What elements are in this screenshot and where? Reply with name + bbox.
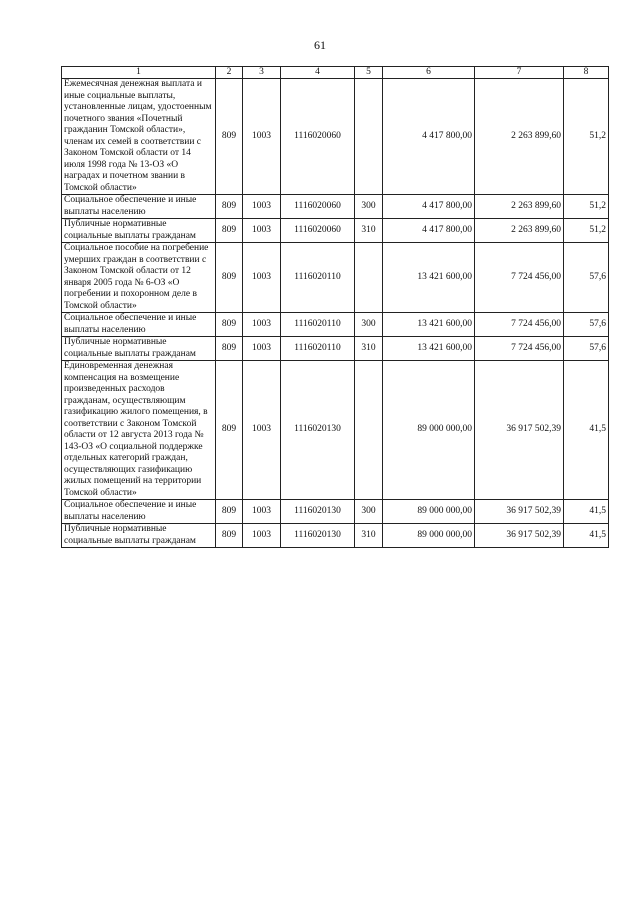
expense-type-cell: 310 xyxy=(355,524,383,548)
planned-amount-cell: 13 421 600,00 xyxy=(383,243,475,313)
planned-amount-cell: 13 421 600,00 xyxy=(383,337,475,361)
execution-percent-cell: 57,6 xyxy=(564,337,609,361)
column-header: 6 xyxy=(383,67,475,79)
executed-amount-cell: 36 917 502,39 xyxy=(475,361,564,500)
execution-percent-cell: 51,2 xyxy=(564,219,609,243)
ministry-code-cell: 809 xyxy=(216,500,243,524)
target-article-cell: 1116020060 xyxy=(281,195,355,219)
table-row xyxy=(62,195,609,219)
ministry-code-cell: 809 xyxy=(216,337,243,361)
section-code-cell: 1003 xyxy=(243,524,281,548)
row-name-cell: Публичные нормативные социальные выплаты гражданам xyxy=(62,337,216,361)
column-header: 1 xyxy=(62,67,216,79)
ministry-code-cell: 809 xyxy=(216,79,243,195)
section-code-cell: 1003 xyxy=(243,337,281,361)
expense-type-cell: 310 xyxy=(355,337,383,361)
table-row xyxy=(62,243,609,313)
expense-type-cell xyxy=(355,243,383,313)
column-header: 5 xyxy=(355,67,383,79)
execution-percent-cell: 41,5 xyxy=(564,361,609,500)
section-code-cell: 1003 xyxy=(243,243,281,313)
execution-percent-cell: 57,6 xyxy=(564,243,609,313)
target-article-cell: 1116020060 xyxy=(281,219,355,243)
ministry-code-cell: 809 xyxy=(216,243,243,313)
row-name-cell: Социальное обеспечение и иные выплаты населению xyxy=(62,500,216,524)
execution-percent-cell: 57,6 xyxy=(564,313,609,337)
ministry-code-cell: 809 xyxy=(216,524,243,548)
row-name-cell: Публичные нормативные социальные выплаты гражданам xyxy=(62,524,216,548)
column-header: 8 xyxy=(564,67,609,79)
row-name-cell: Ежемесячная денежная выплата и иные социальные выплаты, установленные лицам, удостоенным почетного звания «Почетный гражданин Томской области», членам их семей в соответствии с Законом Томской области от 14 июля 1998 года № 13-ОЗ «О наградах и почетном звании в Томской области» xyxy=(62,79,216,195)
expense-type-cell xyxy=(355,361,383,500)
ministry-code-cell: 809 xyxy=(216,195,243,219)
row-name-cell: Социальное обеспечение и иные выплаты населению xyxy=(62,313,216,337)
executed-amount-cell: 7 724 456,00 xyxy=(475,243,564,313)
table-row xyxy=(62,219,609,243)
planned-amount-cell: 4 417 800,00 xyxy=(383,79,475,195)
table-row xyxy=(62,313,609,337)
table-row xyxy=(62,79,609,195)
execution-percent-cell: 51,2 xyxy=(564,79,609,195)
expense-type-cell: 300 xyxy=(355,500,383,524)
executed-amount-cell: 36 917 502,39 xyxy=(475,524,564,548)
expense-type-cell: 300 xyxy=(355,195,383,219)
execution-percent-cell: 51,2 xyxy=(564,195,609,219)
column-header: 7 xyxy=(475,67,564,79)
row-name-cell: Публичные нормативные социальные выплаты гражданам xyxy=(62,219,216,243)
planned-amount-cell: 89 000 000,00 xyxy=(383,524,475,548)
executed-amount-cell: 7 724 456,00 xyxy=(475,313,564,337)
planned-amount-cell: 13 421 600,00 xyxy=(383,313,475,337)
expense-type-cell xyxy=(355,79,383,195)
executed-amount-cell: 2 263 899,60 xyxy=(475,195,564,219)
target-article-cell: 1116020130 xyxy=(281,524,355,548)
target-article-cell: 1116020110 xyxy=(281,313,355,337)
page-number: 61 xyxy=(314,38,326,52)
column-header: 4 xyxy=(281,67,355,79)
planned-amount-cell: 4 417 800,00 xyxy=(383,219,475,243)
target-article-cell: 1116020130 xyxy=(281,361,355,500)
expense-type-cell: 300 xyxy=(355,313,383,337)
row-name-cell: Социальное обеспечение и иные выплаты населению xyxy=(62,195,216,219)
executed-amount-cell: 2 263 899,60 xyxy=(475,219,564,243)
section-code-cell: 1003 xyxy=(243,313,281,337)
row-name-cell: Социальное пособие на погребение умерших граждан в соответствии с Законом Томской области от 12 января 2005 года № 6-ОЗ «О погребении и похоронном деле в Томской области» xyxy=(62,243,216,313)
target-article-cell: 1116020130 xyxy=(281,500,355,524)
section-code-cell: 1003 xyxy=(243,195,281,219)
planned-amount-cell: 89 000 000,00 xyxy=(383,500,475,524)
planned-amount-cell: 89 000 000,00 xyxy=(383,361,475,500)
table-row xyxy=(62,500,609,524)
planned-amount-cell: 4 417 800,00 xyxy=(383,195,475,219)
budget-table xyxy=(61,66,609,548)
execution-percent-cell: 41,5 xyxy=(564,500,609,524)
ministry-code-cell: 809 xyxy=(216,361,243,500)
ministry-code-cell: 809 xyxy=(216,219,243,243)
table-header-row xyxy=(62,67,609,79)
table-row xyxy=(62,337,609,361)
section-code-cell: 1003 xyxy=(243,500,281,524)
target-article-cell: 1116020060 xyxy=(281,79,355,195)
section-code-cell: 1003 xyxy=(243,361,281,500)
target-article-cell: 1116020110 xyxy=(281,337,355,361)
table-row xyxy=(62,524,609,548)
execution-percent-cell: 41,5 xyxy=(564,524,609,548)
expense-type-cell: 310 xyxy=(355,219,383,243)
target-article-cell: 1116020110 xyxy=(281,243,355,313)
table-row xyxy=(62,361,609,500)
ministry-code-cell: 809 xyxy=(216,313,243,337)
column-header: 2 xyxy=(216,67,243,79)
row-name-cell: Единовременная денежная компенсация на возмещение произведенных расходов гражданам, осуществляющим газификацию жилого помещения, в соответствии с Законом Томской области от 12 августа 2013 года № 143-ОЗ «О социальной поддержке отдельных категорий граждан, осуществляющих газификацию жилых помещений на территории Томской области» xyxy=(62,361,216,500)
executed-amount-cell: 2 263 899,60 xyxy=(475,79,564,195)
table-body xyxy=(62,79,609,548)
executed-amount-cell: 7 724 456,00 xyxy=(475,337,564,361)
section-code-cell: 1003 xyxy=(243,79,281,195)
section-code-cell: 1003 xyxy=(243,219,281,243)
column-header: 3 xyxy=(243,67,281,79)
executed-amount-cell: 36 917 502,39 xyxy=(475,500,564,524)
